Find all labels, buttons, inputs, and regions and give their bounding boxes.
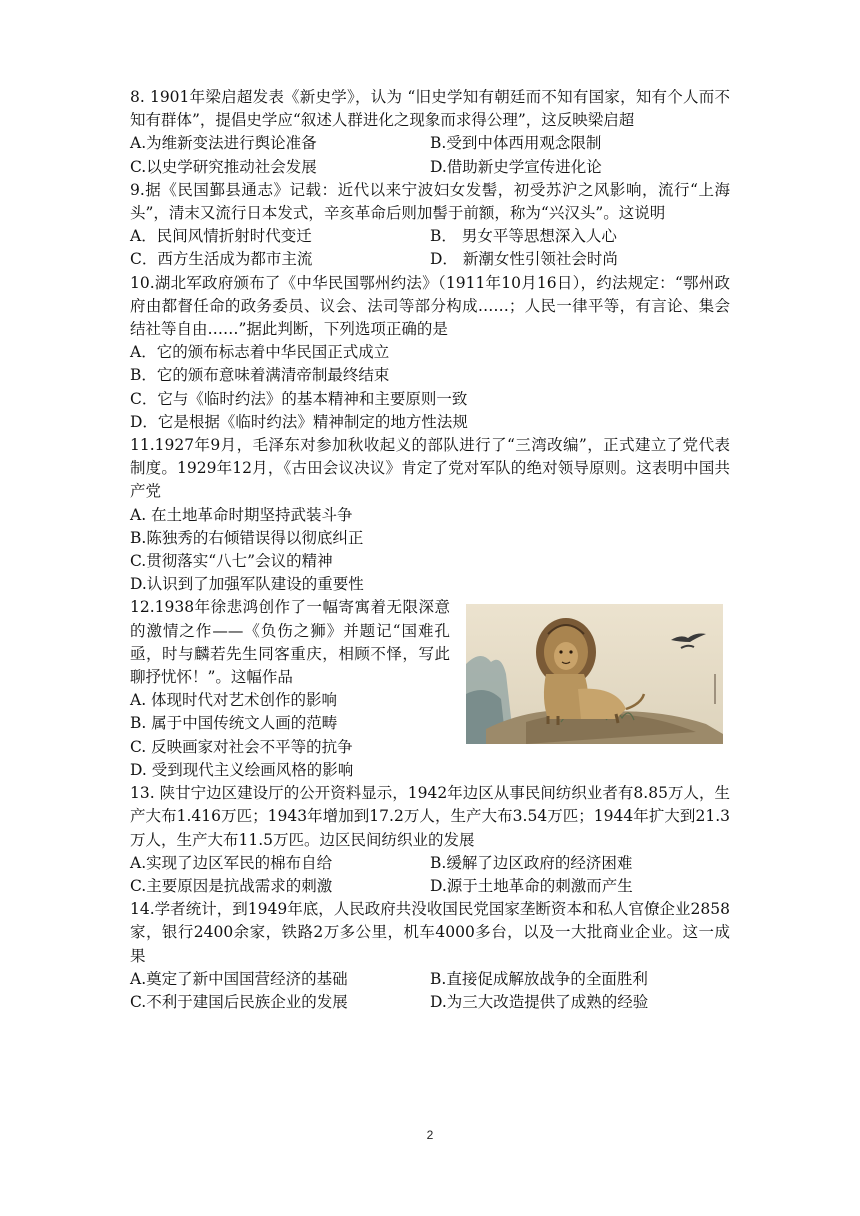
option-a: A. 在土地革命时期坚持武装斗争 — [130, 505, 353, 524]
option-d: D.认识到了加强军队建设的重要性 — [130, 575, 364, 594]
option-d: D． 新潮女性引领社会时尚 — [430, 250, 618, 269]
option-a: A.奠定了新中国国营经济的基础 — [130, 969, 348, 988]
option-c: C. 反映画家对社会不平等的抗争 — [130, 737, 353, 756]
option-c: C．西方生活成为都市主流 — [130, 250, 313, 269]
option-c: C.不利于建国后民族企业的发展 — [130, 992, 348, 1011]
question-14 — [130, 898, 730, 1014]
question-stem: 13. 陕甘宁边区建设厅的公开资料显示，1942年边区从事民间纺织业者有8.85万人，生产大布1.416万匹；1943年增加到17.2万人，生产大布3.54万匹；1944年扩大到21.3万人，生产大布11.5万匹。边区民间纺织业的发展 — [130, 784, 730, 849]
question-13 — [130, 782, 730, 898]
option-a: A.为维新变法进行舆论准备 — [130, 134, 317, 153]
options-row — [130, 156, 730, 179]
option-b: B.缓解了边区政府的经济困难 — [430, 853, 633, 872]
option-c: C.以史学研究推动社会发展 — [130, 157, 317, 176]
option-b: B．它的颁布意味着满清帝制最终结束 — [130, 366, 390, 385]
options-row — [130, 852, 730, 875]
option-a: A．民间风情折射时代变迁 — [130, 227, 312, 246]
question-stem: 11.1927年9月，毛泽东对参加秋收起义的部队进行了“三湾改编”，正式建立了党代表制度。1929年12月，《古田会议决议》肯定了党对军队的绝对领导原则。这表明中国共产党 — [130, 436, 730, 501]
page-number: 2 — [426, 1128, 434, 1142]
option-d: D．它是根据《临时约法》精神制定的地方性法规 — [130, 412, 468, 431]
question-stem: 8. 1901年梁启超发表《新史学》，认为 “旧史学知有朝廷而不知有国家，知有个人而不知有群体”，提倡史学应“叙述人群进化之现象而求得公理”，这反映梁启超 — [130, 88, 730, 130]
options-row — [130, 248, 730, 271]
option-d: D.借助新史学宣传进化论 — [430, 157, 602, 176]
option-a: A. 体现时代对艺术创作的影响 — [130, 691, 338, 710]
options-row — [130, 968, 730, 991]
option-d: D.为三大改造提供了成熟的经验 — [430, 992, 649, 1011]
question-11 — [130, 434, 730, 596]
option-b: B.陈独秀的右倾错误得以彻底纠正 — [130, 528, 364, 547]
option-d: D.源于土地革命的刺激而产生 — [430, 876, 633, 895]
question-9 — [130, 179, 730, 272]
question-8 — [130, 86, 730, 179]
question-stem: 12.1938年徐悲鸿创作了一幅寄寓着无限深意的激情之作——《负伤之狮》并题记“国难孔亟，时与麟若先生同客重庆，相顾不怿，写此聊抒忧怀！”。这幅作品 — [130, 598, 450, 687]
question-10 — [130, 272, 730, 434]
option-a: A.实现了边区军民的棉布自给 — [130, 853, 333, 872]
option-a: A．它的颁布标志着中华民国正式成立 — [130, 343, 390, 362]
options-row — [130, 132, 730, 155]
question-stem: 9.据《民国鄞县通志》记载：近代以来宁波妇女发髻，初受苏沪之风影响，流行“上海头”，清末又流行日本发式，辛亥革命后则加髻于前额，称为“兴汉头”。这说明 — [130, 180, 730, 223]
option-b: B. 属于中国传统文人画的范畴 — [130, 714, 338, 733]
question-12 — [130, 596, 730, 782]
question-list — [130, 86, 730, 1014]
option-b: B.受到中体西用观念限制 — [430, 134, 602, 153]
options-row — [130, 991, 730, 1014]
option-b: B． 男女平等思想深入人心 — [430, 227, 617, 246]
option-c: C.主要原因是抗战需求的刺激 — [130, 876, 333, 895]
option-d: D. 受到现代主义绘画风格的影响 — [130, 760, 354, 779]
option-c: C．它与《临时约法》的基本精神和主要原则一致 — [130, 389, 468, 408]
question-stem: 10.湖北军政府颁布了《中华民国鄂州约法》（1911年10月16日），约法规定：“鄂州政府由都督任命的政务委员、议会、法司等部分构成……；人民一律平等，有言论、集会结社等自由……”据此判断，下列选项正确的是 — [130, 273, 730, 339]
wounded-lion-painting — [466, 604, 723, 744]
options-row — [130, 875, 730, 898]
question-stem: 14.学者统计，到1949年底，人民政府共没收国民党国家垄断资本和私人官僚企业2858家，银行2400余家，铁路2万多公里，机车4000多台，以及一大批商业企业。这一成果 — [130, 900, 730, 965]
options-row — [130, 225, 730, 248]
option-b: B.直接促成解放战争的全面胜利 — [430, 969, 648, 988]
option-c: C.贯彻落实“八七”会议的精神 — [130, 552, 333, 571]
